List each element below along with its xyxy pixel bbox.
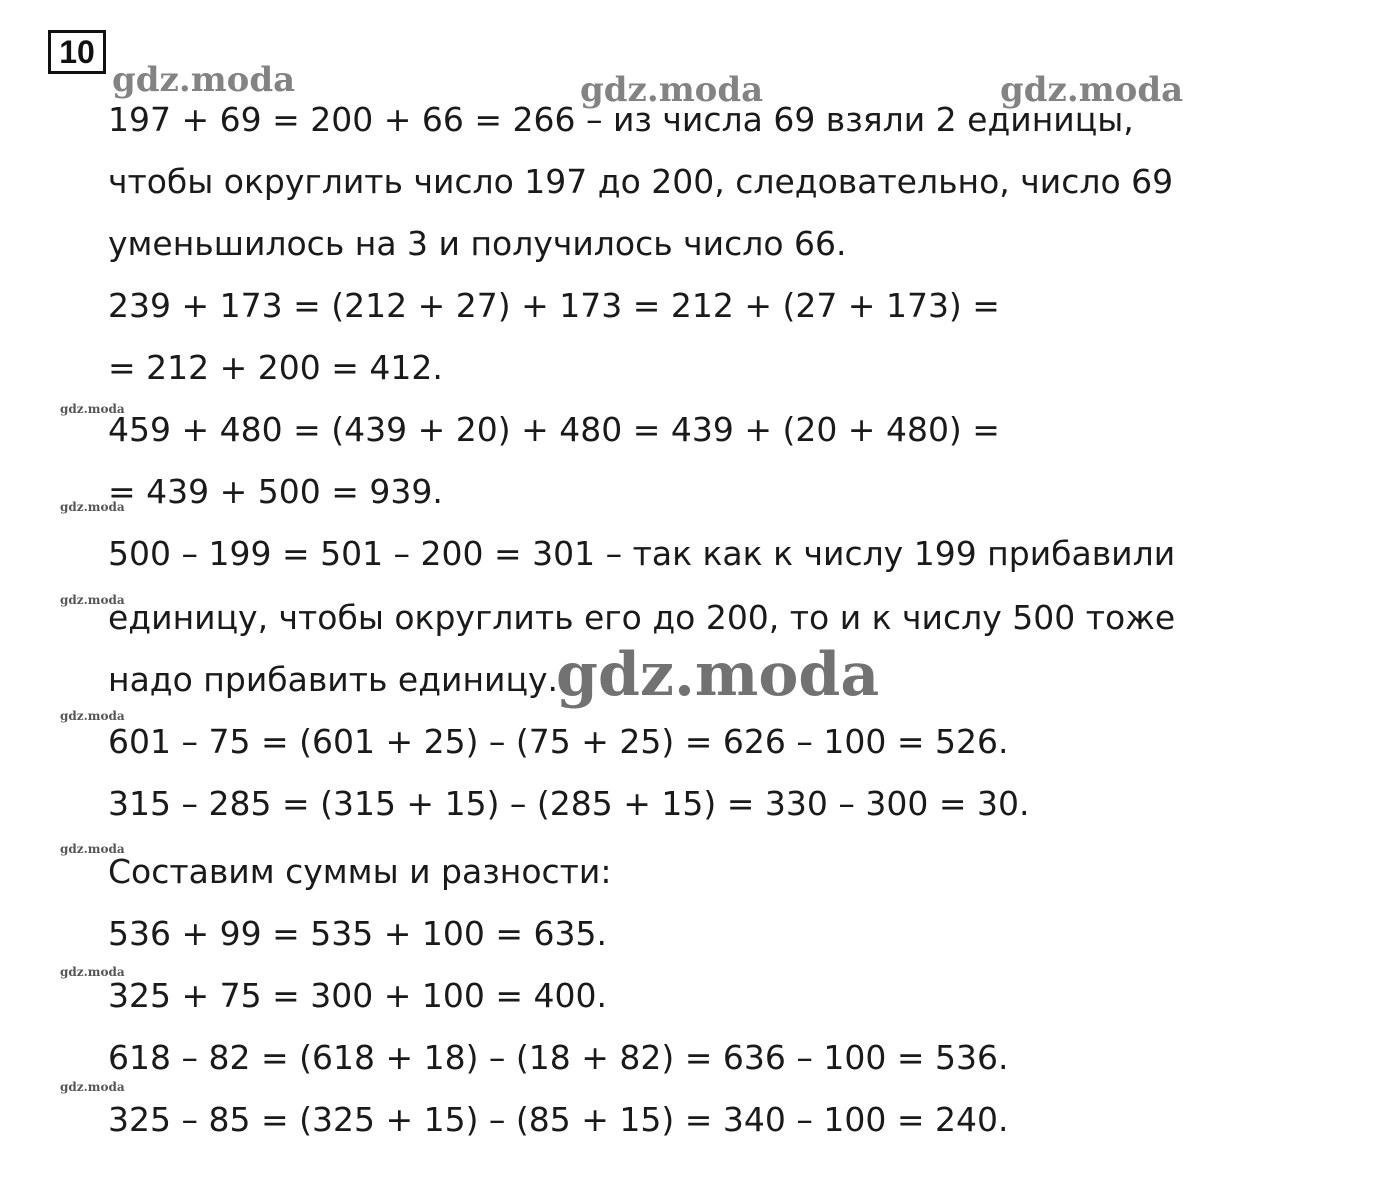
watermark-side-5: gdz.moda [60,842,125,856]
watermark-side-6: gdz.moda [60,965,125,979]
text-line-1: 197 + 69 = 200 + 66 = 266 – из числа 69 взяли 2 единицы, [108,100,1134,139]
text-line-6: 459 + 480 = (439 + 20) + 480 = 439 + (20 + 480) = [108,410,1000,449]
text-line-11: 601 – 75 = (601 + 25) – (75 + 25) = 626 – 100 = 526. [108,722,1009,761]
watermark-center-large: gdz.moda [556,640,880,710]
text-line-13: Составим суммы и разности: [108,852,612,891]
watermark-top-center: gdz.moda [580,70,764,110]
text-line-7: = 439 + 500 = 939. [108,472,443,511]
watermark-side-3: gdz.moda [60,593,125,607]
text-line-17: 325 – 85 = (325 + 15) – (85 + 15) = 340 – 100 = 240. [108,1100,1009,1139]
watermark-side-7: gdz.moda [60,1080,125,1094]
text-line-2: чтобы округлить число 197 до 200, следовательно, число 69 [108,162,1174,201]
text-line-16: 618 – 82 = (618 + 18) – (18 + 82) = 636 – 100 = 536. [108,1038,1009,1077]
text-line-15: 325 + 75 = 300 + 100 = 400. [108,976,607,1015]
watermark-top-left: gdz.moda [112,60,296,100]
task-number-box: 10 [48,30,106,74]
watermark-side-4: gdz.moda [60,709,125,723]
text-line-4: 239 + 173 = (212 + 27) + 173 = 212 + (27 + 173) = [108,286,1000,325]
text-line-5: = 212 + 200 = 412. [108,348,443,387]
watermark-top-right: gdz.moda [1000,70,1184,110]
text-line-10: надо прибавить единицу. [108,660,558,699]
text-line-8: 500 – 199 = 501 – 200 = 301 – так как к числу 199 прибавили [108,534,1176,573]
watermark-side-1: gdz.moda [60,402,125,416]
text-line-12: 315 – 285 = (315 + 15) – (285 + 15) = 330 – 300 = 30. [108,784,1030,823]
text-line-14: 536 + 99 = 535 + 100 = 635. [108,914,607,953]
text-line-3: уменьшилось на 3 и получилось число 66. [108,224,847,263]
watermark-side-2: gdz.moda [60,500,125,514]
text-line-9: единицу, чтобы округлить его до 200, то и к числу 500 тоже [108,598,1176,637]
